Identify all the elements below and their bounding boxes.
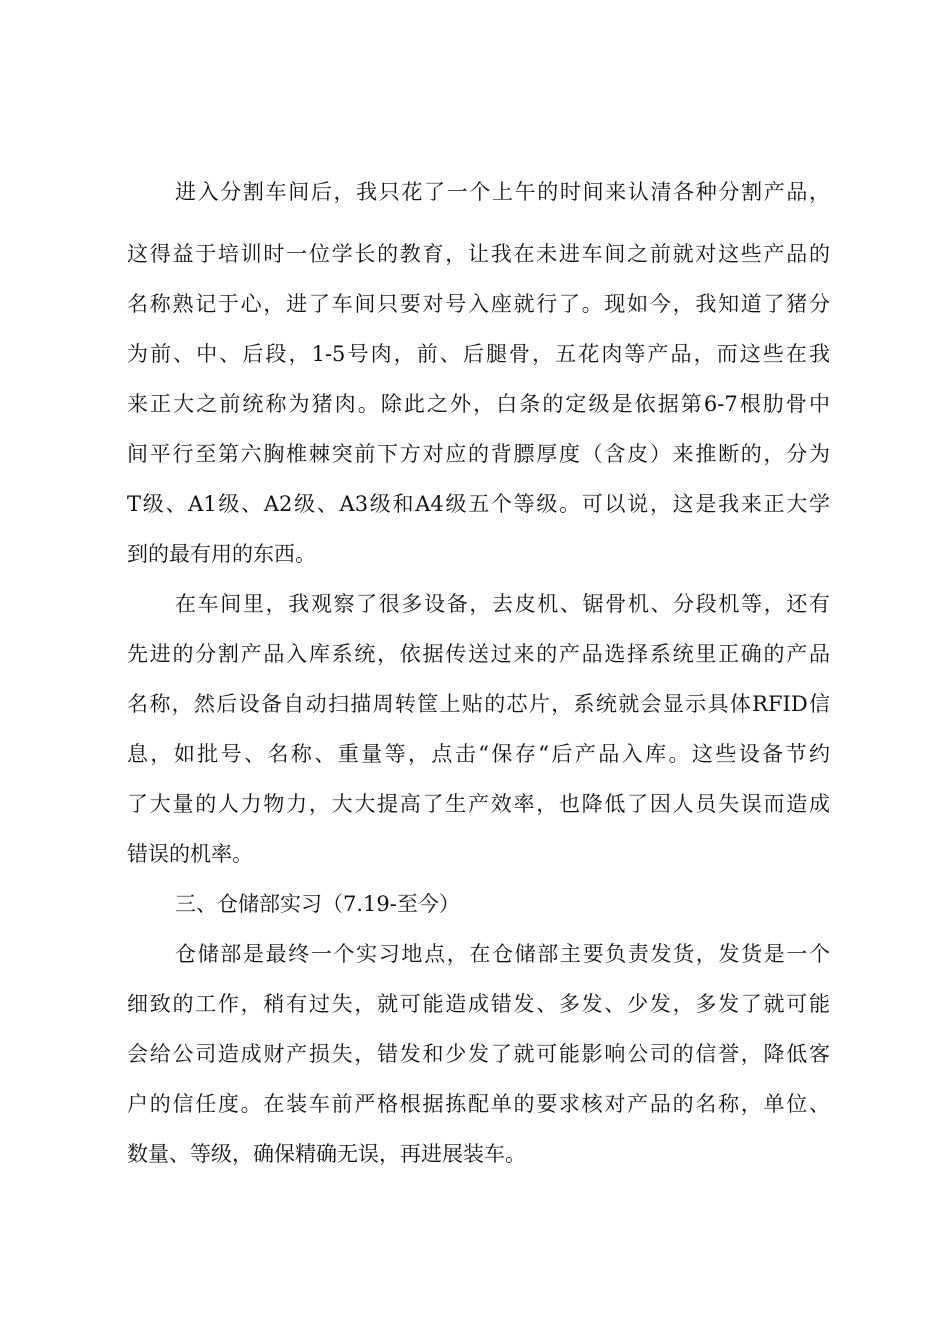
text-line: 在车间里，我观察了很多设备，去皮机、锯骨机、分段机等，还有 [175,592,830,616]
text-line: 名称熟记于心，进了车间只要对号入座就行了。现如今，我知道了猪分 [127,292,830,316]
section-heading: 三、仓储部实习（7.19-至今） [175,892,460,916]
text-line: 息，如批号、名称、重量等，点击“保存“后产品入库。这些设备节约 [127,742,830,766]
text-line: 先进的分割产品入库系统，依据传送过来的产品选择系统里正确的产品 [127,642,830,666]
text-line: 了大量的人力物力，大大提高了生产效率，也降低了因人员失误而造成 [127,792,830,816]
text-line: 户的信任度。在装车前严格根据拣配单的要求核对产品的名称，单位、 [127,1092,830,1116]
text-line: 会给公司造成财产损失，错发和少发了就可能影响公司的信誉，降低客 [127,1042,830,1066]
text-line: 这得益于培训时一位学长的教育，让我在未进车间之前就对这些产品的 [127,242,830,266]
text-line: T级、A1级、A2级、A3级和A4级五个等级。可以说，这是我来正大学 [127,492,830,516]
text-line: 到的最有用的东西。 [127,542,316,566]
text-line: 进入分割车间后，我只花了一个上午的时间来认清各种分割产品， [175,180,830,204]
text-line: 来正大之前统称为猪肉。除此之外，白条的定级是依据第6-7根肋骨中 [127,392,830,416]
text-line: 名称，然后设备自动扫描周转筐上贴的芯片，系统就会显示具体RFID信 [127,692,830,716]
text-line: 间平行至第六胸椎棘突前下方对应的背膘厚度（含皮）来推断的，分为 [127,442,830,466]
text-line: 数量、等级，确保精确无误，再进展装车。 [127,1142,526,1166]
text-line: 为前、中、后段，1-5号肉，前、后腿骨，五花肉等产品，而这些在我 [127,342,830,366]
text-line: 细致的工作，稍有过失，就可能造成错发、多发、少发，多发了就可能 [127,992,830,1016]
text-line: 错误的机率。 [127,842,253,866]
text-line: 仓储部是最终一个实习地点，在仓储部主要负责发货，发货是一个 [175,942,830,966]
